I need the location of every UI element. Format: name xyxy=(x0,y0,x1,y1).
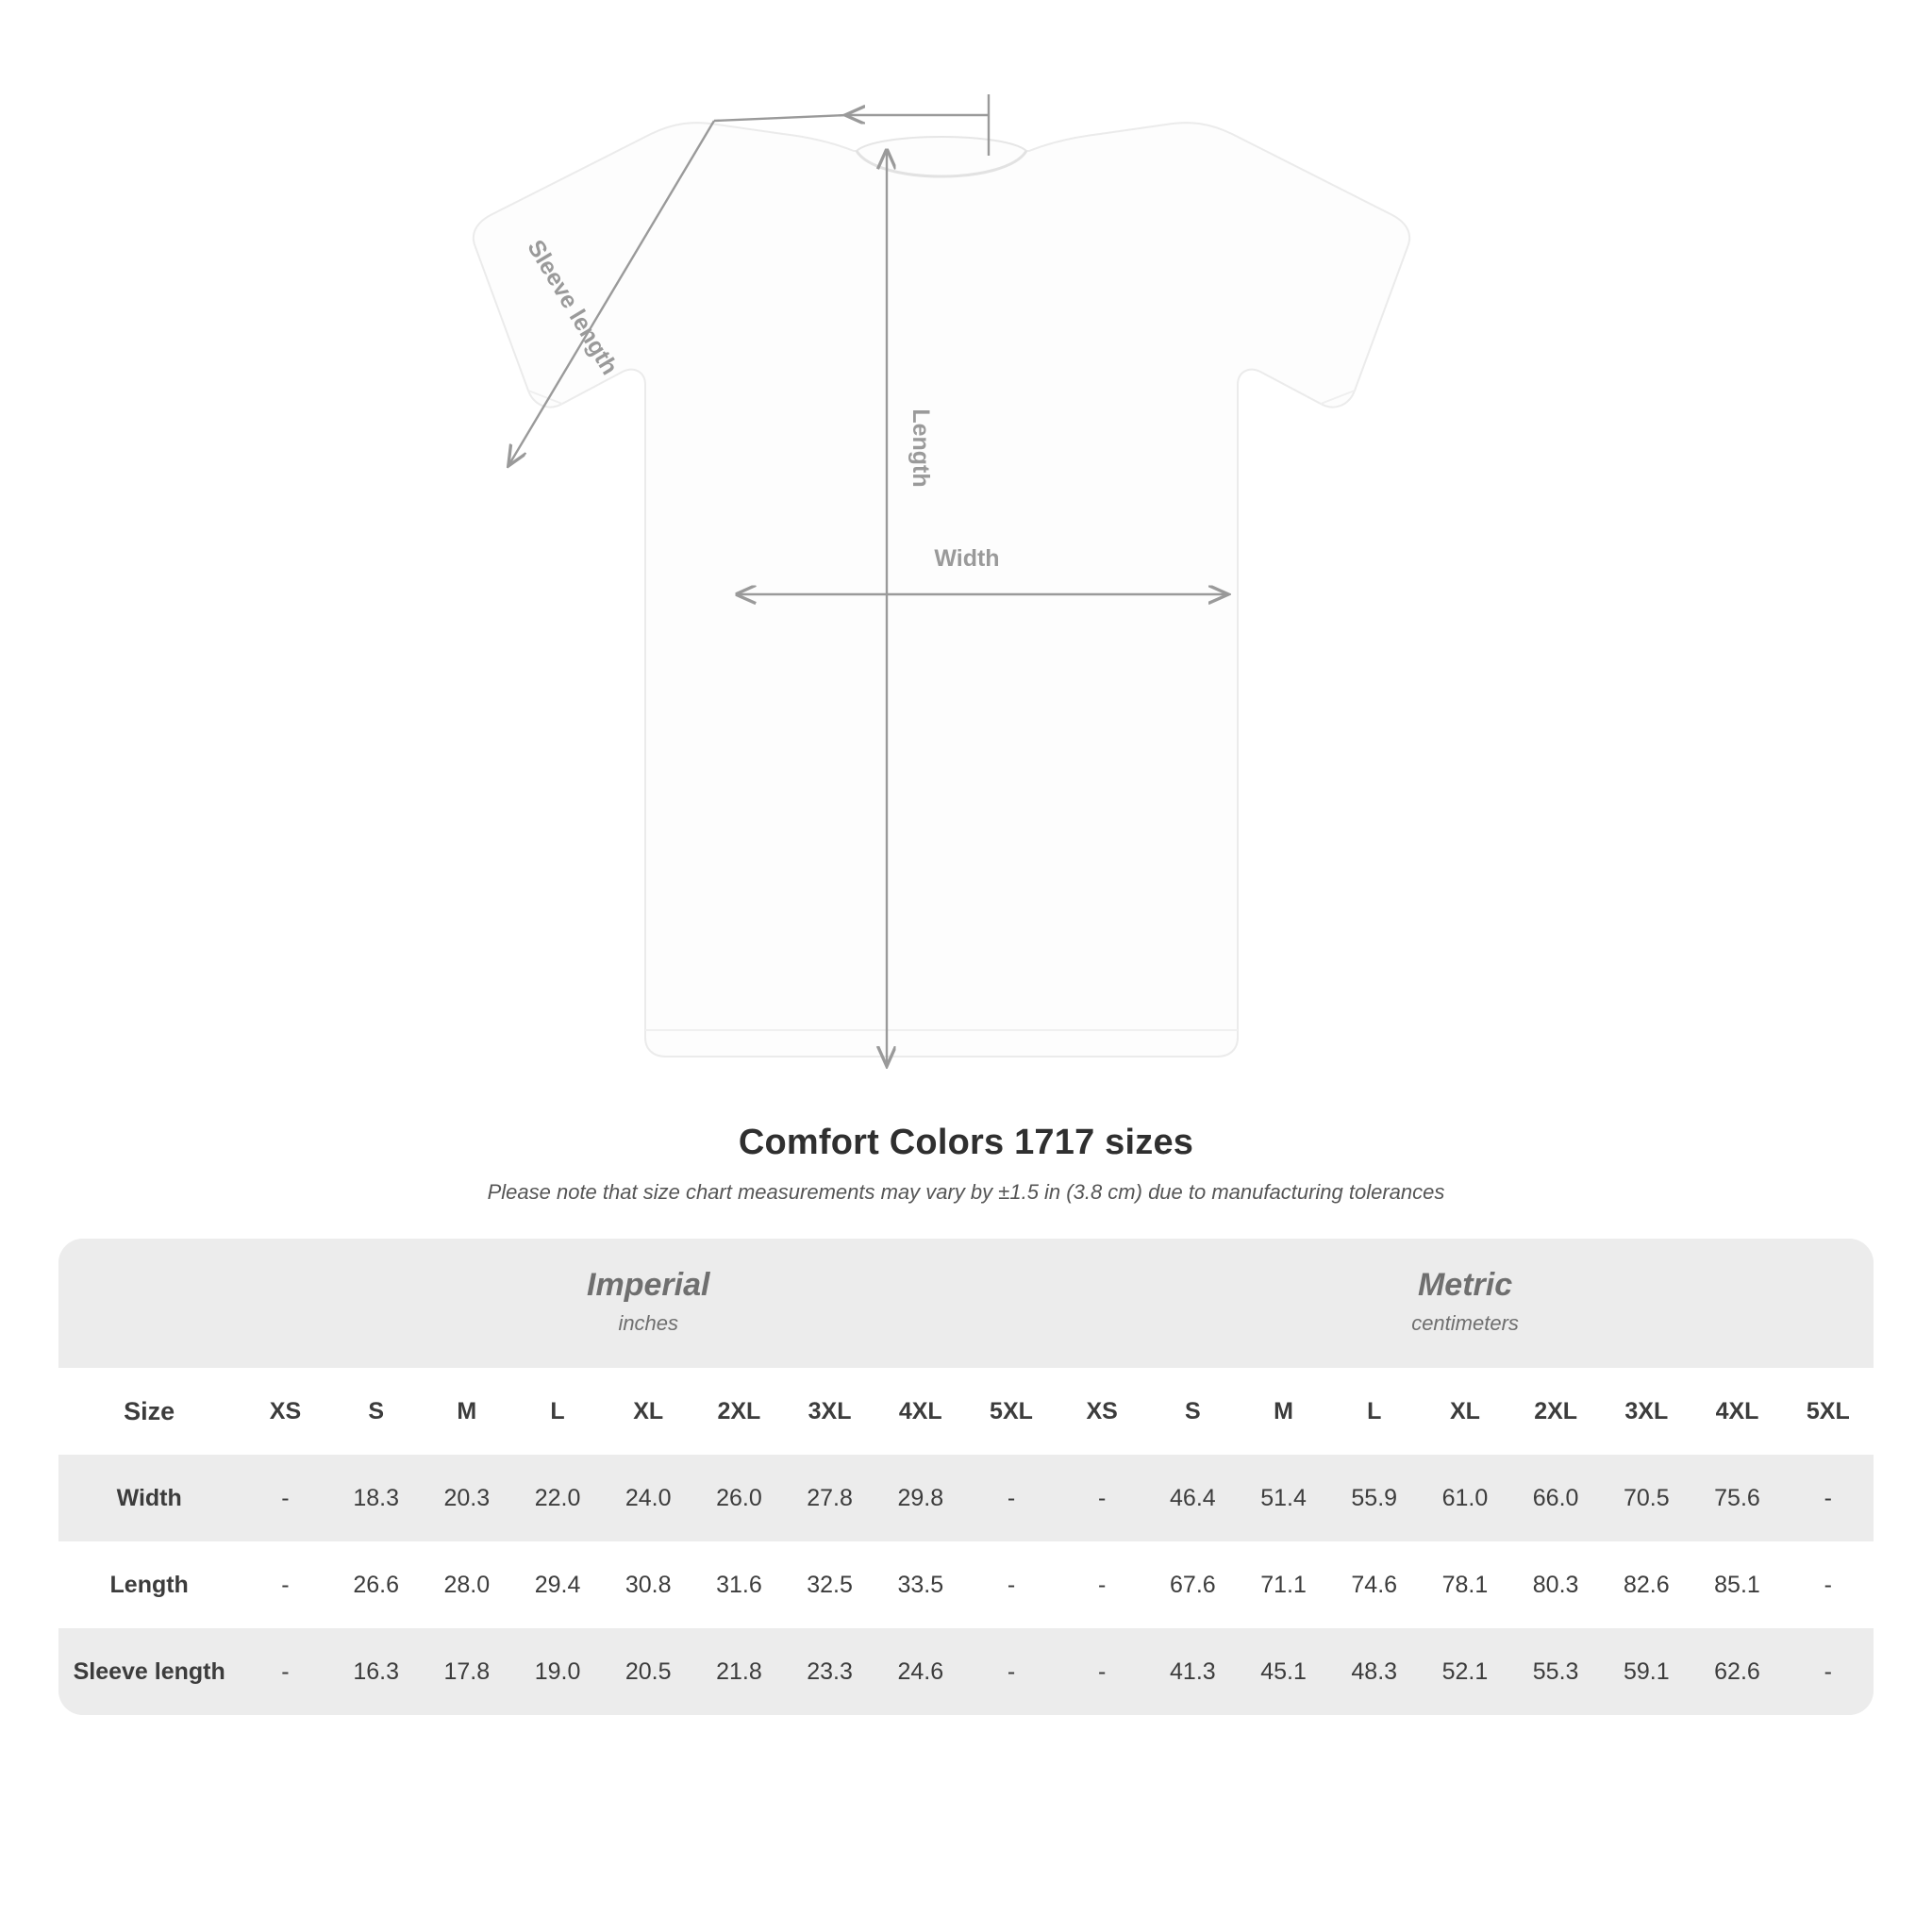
header-col-1: S xyxy=(331,1368,422,1455)
cell-width-12: 55.9 xyxy=(1329,1455,1420,1541)
cell-sleeve-7: 24.6 xyxy=(875,1628,966,1715)
unit-metric-name: Metric xyxy=(1417,1267,1513,1303)
cell-width-2: 20.3 xyxy=(422,1455,512,1541)
cell-width-14: 66.0 xyxy=(1510,1455,1601,1541)
cell-sleeve-4: 20.5 xyxy=(603,1628,693,1715)
row-label-length: Length xyxy=(58,1541,240,1628)
cell-length-9: - xyxy=(1057,1541,1147,1628)
header-size: Size xyxy=(58,1368,240,1455)
cell-width-1: 18.3 xyxy=(331,1455,422,1541)
header-col-9: XS xyxy=(1057,1368,1147,1455)
cell-width-4: 24.0 xyxy=(603,1455,693,1541)
header-col-7: 4XL xyxy=(875,1368,966,1455)
cell-length-4: 30.8 xyxy=(603,1541,693,1628)
table-row xyxy=(58,1541,1874,1628)
cell-sleeve-11: 45.1 xyxy=(1238,1628,1328,1715)
page-title: Comfort Colors 1717 sizes xyxy=(738,1123,1194,1162)
cell-sleeve-8: - xyxy=(966,1628,1057,1715)
cell-sleeve-1: 16.3 xyxy=(331,1628,422,1715)
length-label: Length xyxy=(908,408,934,488)
cell-sleeve-14: 55.3 xyxy=(1510,1628,1601,1715)
row-label-width: Width xyxy=(58,1455,240,1541)
cell-length-12: 74.6 xyxy=(1329,1541,1420,1628)
cell-width-6: 27.8 xyxy=(785,1455,875,1541)
cell-length-8: - xyxy=(966,1541,1057,1628)
cell-width-9: - xyxy=(1057,1455,1147,1541)
sleeve-length-label: Sleeve length xyxy=(522,235,624,380)
cell-sleeve-15: 59.1 xyxy=(1601,1628,1691,1715)
row-label-sleeve-length: Sleeve length xyxy=(58,1628,240,1715)
cell-width-8: - xyxy=(966,1455,1057,1541)
unit-spacer xyxy=(58,1239,240,1368)
cell-length-5: 31.6 xyxy=(693,1541,784,1628)
unit-metric xyxy=(1057,1239,1874,1368)
cell-length-2: 28.0 xyxy=(422,1541,512,1628)
header-col-6: 3XL xyxy=(785,1368,875,1455)
cell-width-0: - xyxy=(240,1455,330,1541)
cell-sleeve-9: - xyxy=(1057,1628,1147,1715)
cell-length-7: 33.5 xyxy=(875,1541,966,1628)
unit-imperial xyxy=(240,1239,1057,1368)
header-col-4: XL xyxy=(603,1368,693,1455)
cell-sleeve-12: 48.3 xyxy=(1329,1628,1420,1715)
measurement-note: Please note that size chart measurements may vary by ±1.5 in (3.8 cm) due to manufacturing tolerances xyxy=(487,1180,1445,1204)
cell-length-13: 78.1 xyxy=(1420,1541,1510,1628)
header-col-8: 5XL xyxy=(966,1368,1057,1455)
header-col-14: 2XL xyxy=(1510,1368,1601,1455)
cell-length-1: 26.6 xyxy=(331,1541,422,1628)
cell-sleeve-0: - xyxy=(240,1628,330,1715)
cell-length-6: 32.5 xyxy=(785,1541,875,1628)
cell-length-17: - xyxy=(1783,1541,1874,1628)
cell-length-10: 67.6 xyxy=(1147,1541,1238,1628)
cell-length-16: 85.1 xyxy=(1691,1541,1782,1628)
cell-length-3: 29.4 xyxy=(512,1541,603,1628)
tshirt-shape xyxy=(474,123,1409,1057)
cell-width-17: - xyxy=(1783,1455,1874,1541)
cell-length-11: 71.1 xyxy=(1238,1541,1328,1628)
cell-sleeve-3: 19.0 xyxy=(512,1628,603,1715)
header-col-0: XS xyxy=(240,1368,330,1455)
cell-sleeve-2: 17.8 xyxy=(422,1628,512,1715)
cell-length-0: - xyxy=(240,1541,330,1628)
cell-width-13: 61.0 xyxy=(1420,1455,1510,1541)
unit-imperial-name: Imperial xyxy=(587,1267,710,1303)
header-col-15: 3XL xyxy=(1601,1368,1691,1455)
size-header-row xyxy=(58,1368,1874,1455)
header-col-17: 5XL xyxy=(1783,1368,1874,1455)
cell-sleeve-17: - xyxy=(1783,1628,1874,1715)
cell-sleeve-13: 52.1 xyxy=(1420,1628,1510,1715)
cell-sleeve-16: 62.6 xyxy=(1691,1628,1782,1715)
cell-width-10: 46.4 xyxy=(1147,1455,1238,1541)
title-block xyxy=(0,1123,1932,1205)
cell-width-15: 70.5 xyxy=(1601,1455,1691,1541)
header-col-16: 4XL xyxy=(1691,1368,1782,1455)
width-label: Width xyxy=(934,545,1000,572)
cell-sleeve-10: 41.3 xyxy=(1147,1628,1238,1715)
header-col-12: L xyxy=(1329,1368,1420,1455)
table-row xyxy=(58,1455,1874,1541)
header-col-3: L xyxy=(512,1368,603,1455)
header-col-2: M xyxy=(422,1368,512,1455)
header-col-5: 2XL xyxy=(693,1368,784,1455)
header-col-13: XL xyxy=(1420,1368,1510,1455)
unit-header-row xyxy=(58,1239,1874,1368)
unit-imperial-sub: inches xyxy=(618,1311,679,1335)
cell-width-16: 75.6 xyxy=(1691,1455,1782,1541)
cell-sleeve-5: 21.8 xyxy=(693,1628,784,1715)
cell-width-11: 51.4 xyxy=(1238,1455,1328,1541)
header-col-10: S xyxy=(1147,1368,1238,1455)
size-table-wrapper xyxy=(58,1239,1874,1715)
unit-metric-sub: centimeters xyxy=(1411,1311,1519,1335)
cell-length-14: 80.3 xyxy=(1510,1541,1601,1628)
header-col-11: M xyxy=(1238,1368,1328,1455)
cell-sleeve-6: 23.3 xyxy=(785,1628,875,1715)
cell-width-7: 29.8 xyxy=(875,1455,966,1541)
size-table xyxy=(58,1239,1874,1715)
cell-width-3: 22.0 xyxy=(512,1455,603,1541)
cell-length-15: 82.6 xyxy=(1601,1541,1691,1628)
table-row xyxy=(58,1628,1874,1715)
cell-width-5: 26.0 xyxy=(693,1455,784,1541)
